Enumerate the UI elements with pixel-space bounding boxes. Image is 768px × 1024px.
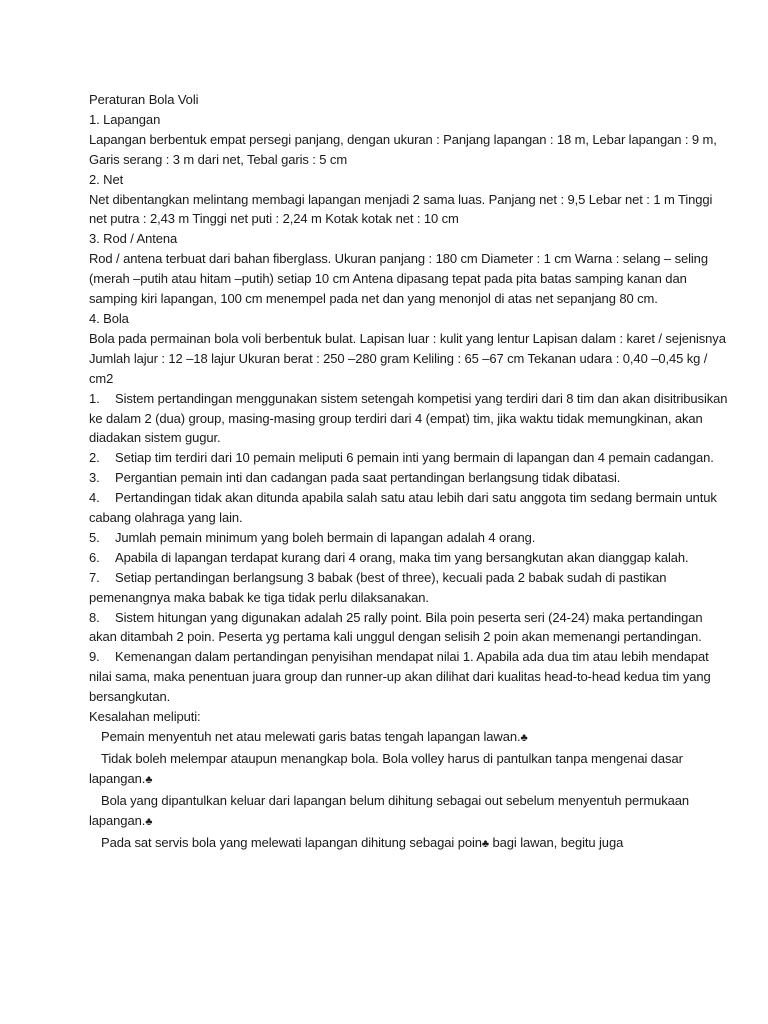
fault-item-1 bbox=[89, 727, 728, 749]
rule-text: Setiap pertandingan berlangsung 3 babak (best of three), kecuali pada 2 babak sudah di pastikan pemenangnya maka babak ke tiga tidak perlu dilaksanakan. bbox=[89, 569, 667, 605]
rule-text: Setiap tim terdiri dari 10 pemain meliputi 6 pemain inti yang bermain di lapangan dan 4 pemain cadangan. bbox=[115, 450, 714, 466]
rule-number: 1. bbox=[89, 390, 100, 406]
document-title: Peraturan Bola Voli bbox=[89, 92, 199, 107]
rule-text: Pergantian pemain inti dan cadangan pada saat pertandingan berlangsung tidak dibatasi. bbox=[115, 470, 621, 486]
rule-number: 2. bbox=[89, 450, 100, 466]
rule-item-4 bbox=[89, 488, 728, 528]
rule-item-1 bbox=[89, 389, 728, 449]
fault-item-4 bbox=[89, 833, 728, 855]
section-heading-lapangan: 1. Lapangan bbox=[89, 111, 161, 127]
club-suit-icon: ♣ bbox=[481, 837, 489, 850]
section-body-lapangan: Lapangan berbentuk empat persegi panjang, dengan ukuran : Panjang lapangan : 18 m, Lebar lapangan : 9 m, Garis serang : 3 m dari net, Tebal garis : 5 cm bbox=[89, 131, 717, 167]
rule-text: Kemenangan dalam pertandingan penyisihan mendapat nilai 1. Apabila ada dua tim atau lebih mendapat nilai sama, maka penentuan juara group dan runner-up akan dilihat dari kualitas head-to-head kedua tim yang bersangkutan. bbox=[89, 649, 711, 705]
fault-text: Pemain menyentuh net atau melewati garis batas tengah lapangan lawan. bbox=[101, 729, 521, 744]
rule-text: Sistem pertandingan menggunakan sistem setengah kompetisi yang terdiri dari 8 tim dan akan disitribusikan ke dalam 2 (dua) group, masing-masing group terdiri dari 4 (empat) tim, jika waktu tidak memungkinan, akan diadakan sistem gugur. bbox=[89, 390, 728, 446]
fault-item-3 bbox=[89, 791, 728, 833]
rule-number: 5. bbox=[89, 529, 100, 545]
rule-text: Sistem hitungan yang digunakan adalah 25 rally point. Bila poin peserta seri (24-24) maka pertandingan akan ditambah 2 poin. Peserta yg pertama kali unggul dengan selisih 2 poin akan memenangi pertandingan. bbox=[89, 609, 703, 645]
rule-item-2 bbox=[89, 448, 728, 468]
rule-item-6 bbox=[89, 548, 728, 568]
section-heading-bola: 4. Bola bbox=[89, 310, 129, 326]
club-suit-icon: ♣ bbox=[145, 815, 153, 828]
rule-item-9 bbox=[89, 647, 728, 707]
fault-item-2 bbox=[89, 749, 728, 791]
rule-item-8 bbox=[89, 608, 728, 648]
rule-text: Pertandingan tidak akan ditunda apabila salah satu atau lebih dari satu anggota tim sedang bermain untuk cabang olahraga yang lain. bbox=[89, 490, 717, 526]
fault-text: Pada sat servis bola yang melewati lapangan dihitung sebagai poin bbox=[101, 834, 482, 850]
rule-number: 4. bbox=[89, 490, 100, 506]
rule-text: Apabila di lapangan terdapat kurang dari 4 orang, maka tim yang bersangkutan akan dianggap kalah. bbox=[115, 549, 689, 565]
rule-item-7 bbox=[89, 568, 728, 608]
rule-number: 6. bbox=[89, 549, 100, 565]
rule-item-3 bbox=[89, 468, 728, 488]
rule-number: 7. bbox=[89, 569, 100, 585]
section-body-antena: Rod / antena terbuat dari bahan fiberglass. Ukuran panjang : 180 cm Diameter : 1 cm Warna : selang – seling (merah –putih atau hitam –putih) setiap 10 cm Antena dipasang tepat pada pita batas samping kanan dan samping kiri lapangan, 100 cm menempel pada net dan yang menonjol di atas net sepanjang 80 cm. bbox=[89, 251, 708, 307]
document-body bbox=[89, 90, 728, 854]
fault-text: Bola yang dipantulkan keluar dari lapangan belum dihitung sebagai out sebelum menyentuh permukaan lapangan. bbox=[89, 792, 689, 828]
rule-number: 9. bbox=[89, 649, 100, 665]
fault-tail: bagi lawan, begitu juga bbox=[489, 834, 624, 850]
club-suit-icon: ♣ bbox=[145, 773, 153, 786]
fault-text: Tidak boleh melempar ataupun menangkap bola. Bola volley harus di pantulkan tanpa mengenai dasar lapangan. bbox=[89, 750, 683, 786]
rule-number: 8. bbox=[89, 609, 100, 625]
section-heading-net: 2. Net bbox=[89, 171, 124, 187]
rule-number: 3. bbox=[89, 470, 100, 486]
faults-heading: Kesalahan meliputi: bbox=[89, 709, 201, 725]
section-body-net: Net dibentangkan melintang membagi lapangan menjadi 2 sama luas. Panjang net : 9,5 Lebar net : 1 m Tinggi net putra : 2,43 m Tinggi net puti : 2,24 m Kotak kotak net : 10 cm bbox=[89, 191, 713, 227]
rule-text: Jumlah pemain minimum yang boleh bermain di lapangan adalah 4 orang. bbox=[115, 529, 536, 545]
section-body-bola: Bola pada permainan bola voli berbentuk bulat. Lapisan luar : kulit yang lentur Lapisan dalam : karet / sejenisnya Jumlah lajur : 12 –18 lajur Ukuran berat : 250 –280 gram Keliling : 65 –67 cm Tekanan udara : 0,40 –0,45 kg / cm2 bbox=[89, 330, 726, 386]
rule-item-5 bbox=[89, 528, 728, 548]
section-heading-antena: 3. Rod / Antena bbox=[89, 231, 178, 247]
club-suit-icon: ♣ bbox=[520, 732, 528, 744]
